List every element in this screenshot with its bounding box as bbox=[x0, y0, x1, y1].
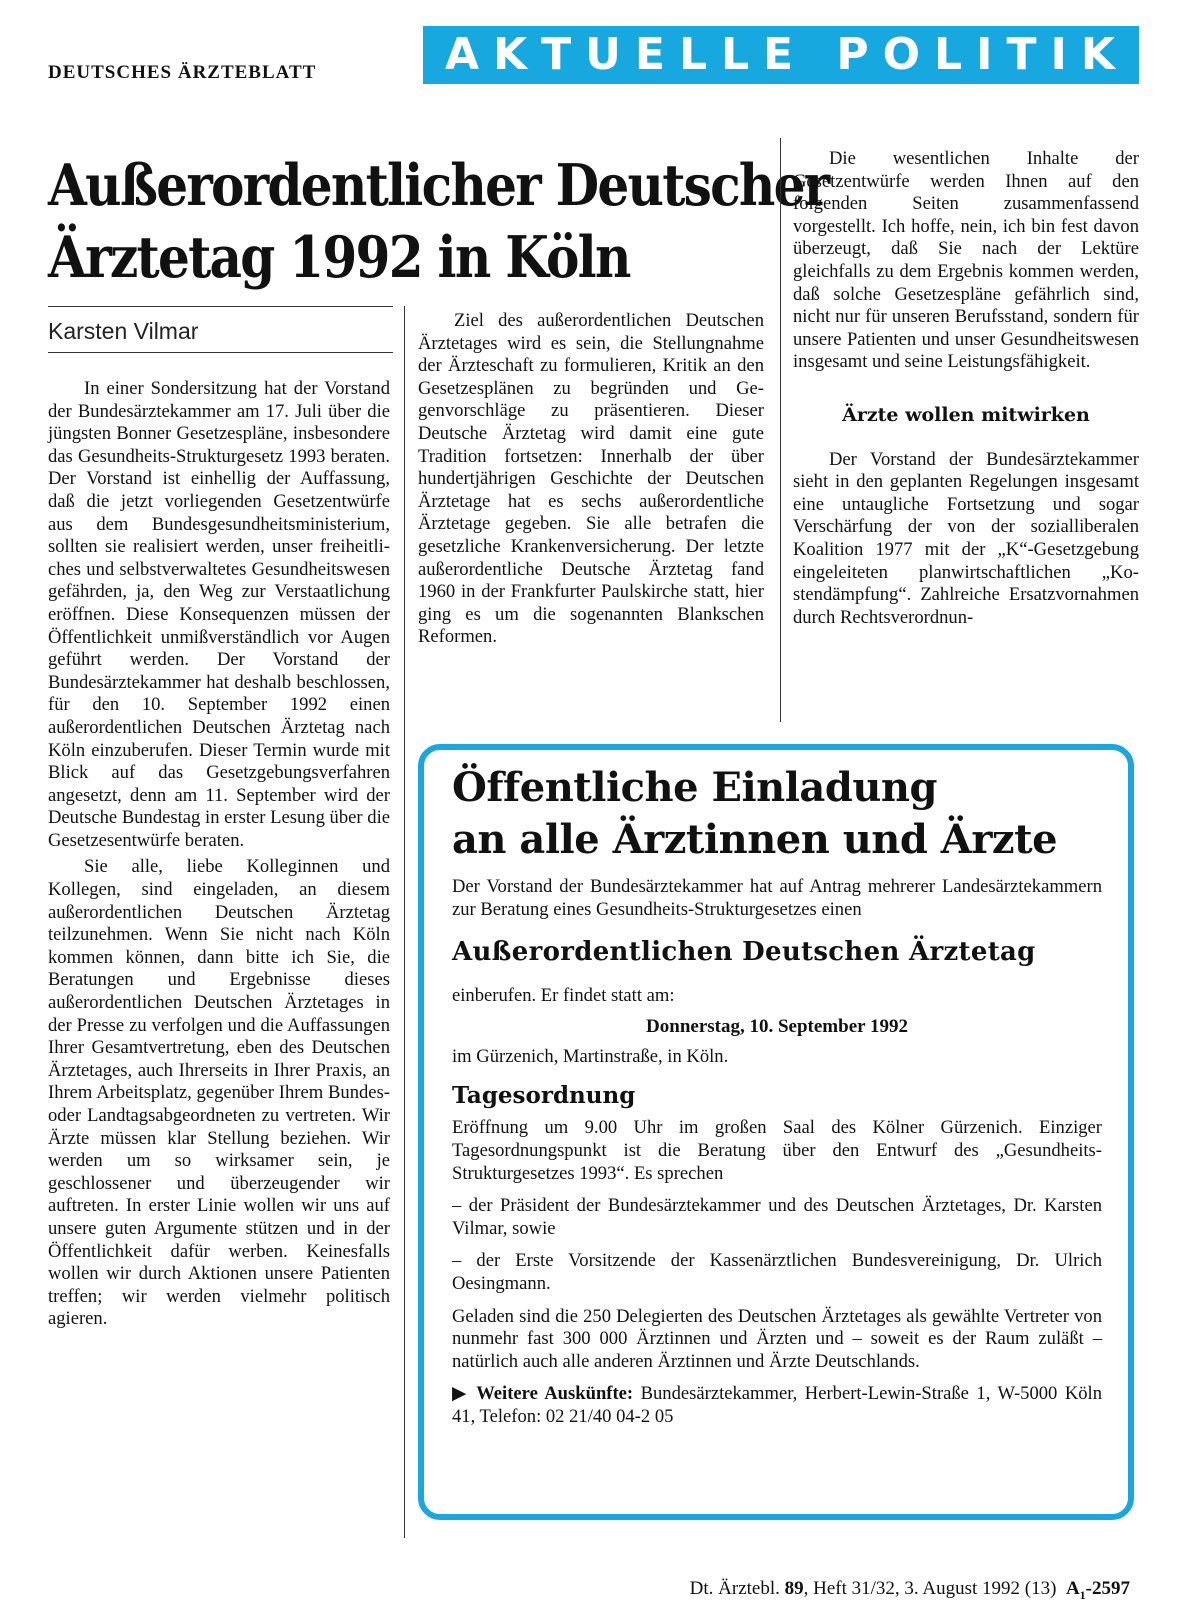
agenda-heading: Tagesordnung bbox=[452, 1082, 636, 1110]
footer-volume: 89 bbox=[784, 1578, 804, 1599]
column-divider-2 bbox=[780, 138, 781, 722]
contact-text: Bundesärztekammer, Herbert-Lewin-Straße 1, W-5000 Köln 41, Telefon: 02 21/40 04-2 05 bbox=[452, 1383, 1103, 1427]
paragraph: In einer Sondersitzung hat der Vorstand der Bundesärztekammer am 17. Juli über die jüngsten Bonner Gesetzespläne, insbesondere das Gesundheits-Strukturgesetz 1993 beraten. Der Vorstand ist einhellig der Auffassung, daß die jetzt vorliegenden Gesetzentwürfe aus dem Bundesgesundheitsministerium, sollten sie realisiert werden, unser freiheitliches und selbstverwaltetes Gesundheitswesen gefährden, ja, den Weg zur Verstaatlichung eröffnen. Diese Konsequenzen müssen der Öffentlichkeit unmißverständlich vor Augen geführt werden. Der Vorstand der Bundesärztekammer hat deshalb beschlossen, für den 10. September 1992 einen außerordentlichen Deutschen Ärztetag nach Köln einzuberufen. Dieser Termin wurde mit Blick auf das Gesetzgebungsverfahren angesetzt, denn am 11. September wird der Deutsche Bundestag in erster Lesung über die Gesetzesentwürfe beraten. bbox=[48, 378, 390, 851]
column-divider-1 bbox=[404, 306, 405, 1538]
invitation-box bbox=[418, 744, 1134, 1520]
page-footer bbox=[690, 1578, 1130, 1603]
masthead: DEUTSCHES ÄRZTEBLATT bbox=[48, 62, 317, 83]
invitation-called: einberufen. Er findet statt am: bbox=[452, 985, 675, 1007]
paragraph: Ziel des außerordentlichen Deutschen Ärztetages wird es sein, die Stellungnahme der Ärzteschaft zu formulieren, Kritik an den Gesetzesplänen zu begründen und Gegenvorschläge zu präsentieren. Dieser Deutsche Ärztetag wird damit eine gute Tradition fortsetzen: Innerhalb der über hundertjährigen Geschichte der Deutschen Ärztetage hat es sechs außerordentliche Ärztetage gegeben. Sie alle betrafen die gesetzliche Krankenversicherung. Der letzte außerordentliche Deutsche Ärztetag fand 1960 in der Frankfurter Paulskirche statt, hier ging es um die sogenannten Blankschen Reformen. bbox=[418, 310, 764, 648]
headline-line-2: Ärztetag 1992 in Köln bbox=[48, 224, 630, 291]
author-name: Karsten Vilmar bbox=[48, 318, 199, 344]
speaker-item: – der Präsident der Bundesärztekammer und des Deutschen Ärztetages, Dr. Karsten Vilmar, sowie bbox=[452, 1195, 1102, 1239]
footer-page-prefix: A bbox=[1065, 1578, 1080, 1599]
article-column-3 bbox=[793, 148, 1139, 629]
contact-info bbox=[452, 1383, 1102, 1428]
footer-page-sub: 1 bbox=[1079, 1587, 1086, 1602]
page-title bbox=[48, 150, 829, 294]
paragraph: Der Vorstand der Bundesärztekammer sieht in den geplanten Regelungen insgesamt eine untaugliche Fortsetzung und sogar Verschärfung der von der sozialliberalen Koalition 1977 mit der „K“-Gesetzgebung eingeleiteten planwirtschaftlichen „Kostendämpfung“. Zahlreiche Ersatzvornahmen durch Rechtsverordnun- bbox=[793, 448, 1139, 628]
footer-journal: Dt. Ärztebl. bbox=[689, 1578, 780, 1599]
footer-issue: , Heft 31/32, 3. August 1992 (13) bbox=[803, 1578, 1057, 1599]
event-name: Außerordentlichen Deutschen Ärztetag bbox=[452, 937, 1036, 968]
paragraph: Sie alle, liebe Kolleginnen und Kollegen, sind eingeladen, an diesem außerordentlichen Deutschen Ärztetag teilzunehmen. Wenn Sie nicht nach Köln kommen können, dann bitte ich Sie, die Beratungen und Ergebnisse dieses außerordentlichen Deutschen Ärztetages in der Presse zu verfolgen und die Auffassungen Ihrer Gesamtvertretung, eben des Deutschen Ärztetages, auch Ihrerseits in Ihrer Praxis, an Ihrem Arbeitsplatz, gegenüber Ihrem Bundes- oder Landtagsabgeordneten zu vertreten. Wir Ärzte müssen klar Stellung beziehen. Wir werden um so wirksamer sein, je geschlossener und überzeugender wir auftreten. In erster Linie wollen wir uns auf unsere guten Argumente stützen und in der Öffentlichkeit dafür werben. Keinesfalls wollen wir durch Aktionen unsere Patienten treffen; wir werden vielmehr politisch agieren. bbox=[48, 856, 390, 1330]
speaker-item: – der Erste Vorsitzende der Kassenärztlichen Bundesvereinigung, Dr. Ulrich Oesingmann. bbox=[452, 1250, 1102, 1294]
invitation-title-line-1: Öffentliche Einladung bbox=[452, 764, 937, 811]
invited-text: Geladen sind die 250 Delegierten des Deutschen Ärztetages als gewählte Vertreter von nunmehr fast 300 000 Ärztinnen und Ärzten und – soweit es der Raum zuläßt – natürlich auch alle anderen Ärztinnen und Ärzte Deutschlands. bbox=[452, 1305, 1102, 1372]
author-bottom-rule bbox=[48, 352, 393, 353]
paragraph: Die wesentlichen Inhalte der Gesetzentwürfe werden Ihnen auf den folgenden Seiten zusammenfassend vorgestellt. Ich hoffe, nein, ich bin fest davon überzeugt, daß Sie nach der Lektüre gleichfalls zu dem Ergebnis kommen werden, daß solche Gesetzespläne gefährlich sind, nicht nur für unseren Berufsstand, sondern für unsere Patienten und unser Gesundheitswesen insgesamt und seine Leistungsfähigkeit. bbox=[793, 148, 1139, 373]
section-banner: AKTUELLE POLITIK bbox=[423, 26, 1139, 84]
event-date: Donnerstag, 10. September 1992 bbox=[646, 1015, 908, 1037]
event-venue: im Gürzenich, Martinstraße, in Köln. bbox=[452, 1045, 729, 1067]
invitation-intro: Der Vorstand der Bundesärztekammer hat auf Antrag mehrerer Landesärztekammern zur Beratung eines Gesundheits-Strukturgesetzes einen bbox=[452, 876, 1102, 920]
headline-line-1: Außerordentlicher Deutscher bbox=[48, 152, 829, 219]
agenda-text: Eröffnung um 9.00 Uhr im großen Saal des Kölner Gürzenich. Einziger Tagesordnungspunkt ist die Beratung über den Entwurf des „Gesundheits-Strukturgesetzes 1993“. Es sprechen bbox=[452, 1117, 1102, 1184]
article-column-2 bbox=[418, 310, 764, 649]
invitation-title bbox=[452, 762, 1102, 866]
contact-label: ▶ Weitere Auskünfte: bbox=[452, 1383, 634, 1405]
author-top-rule bbox=[48, 306, 393, 307]
footer-page-number: -2597 bbox=[1085, 1578, 1130, 1599]
invitation-title-line-2: an alle Ärztinnen und Ärzte bbox=[452, 816, 1058, 863]
article-column-1 bbox=[48, 378, 390, 1331]
section-subheading: Ärzte wollen mitwirken bbox=[842, 403, 1090, 426]
